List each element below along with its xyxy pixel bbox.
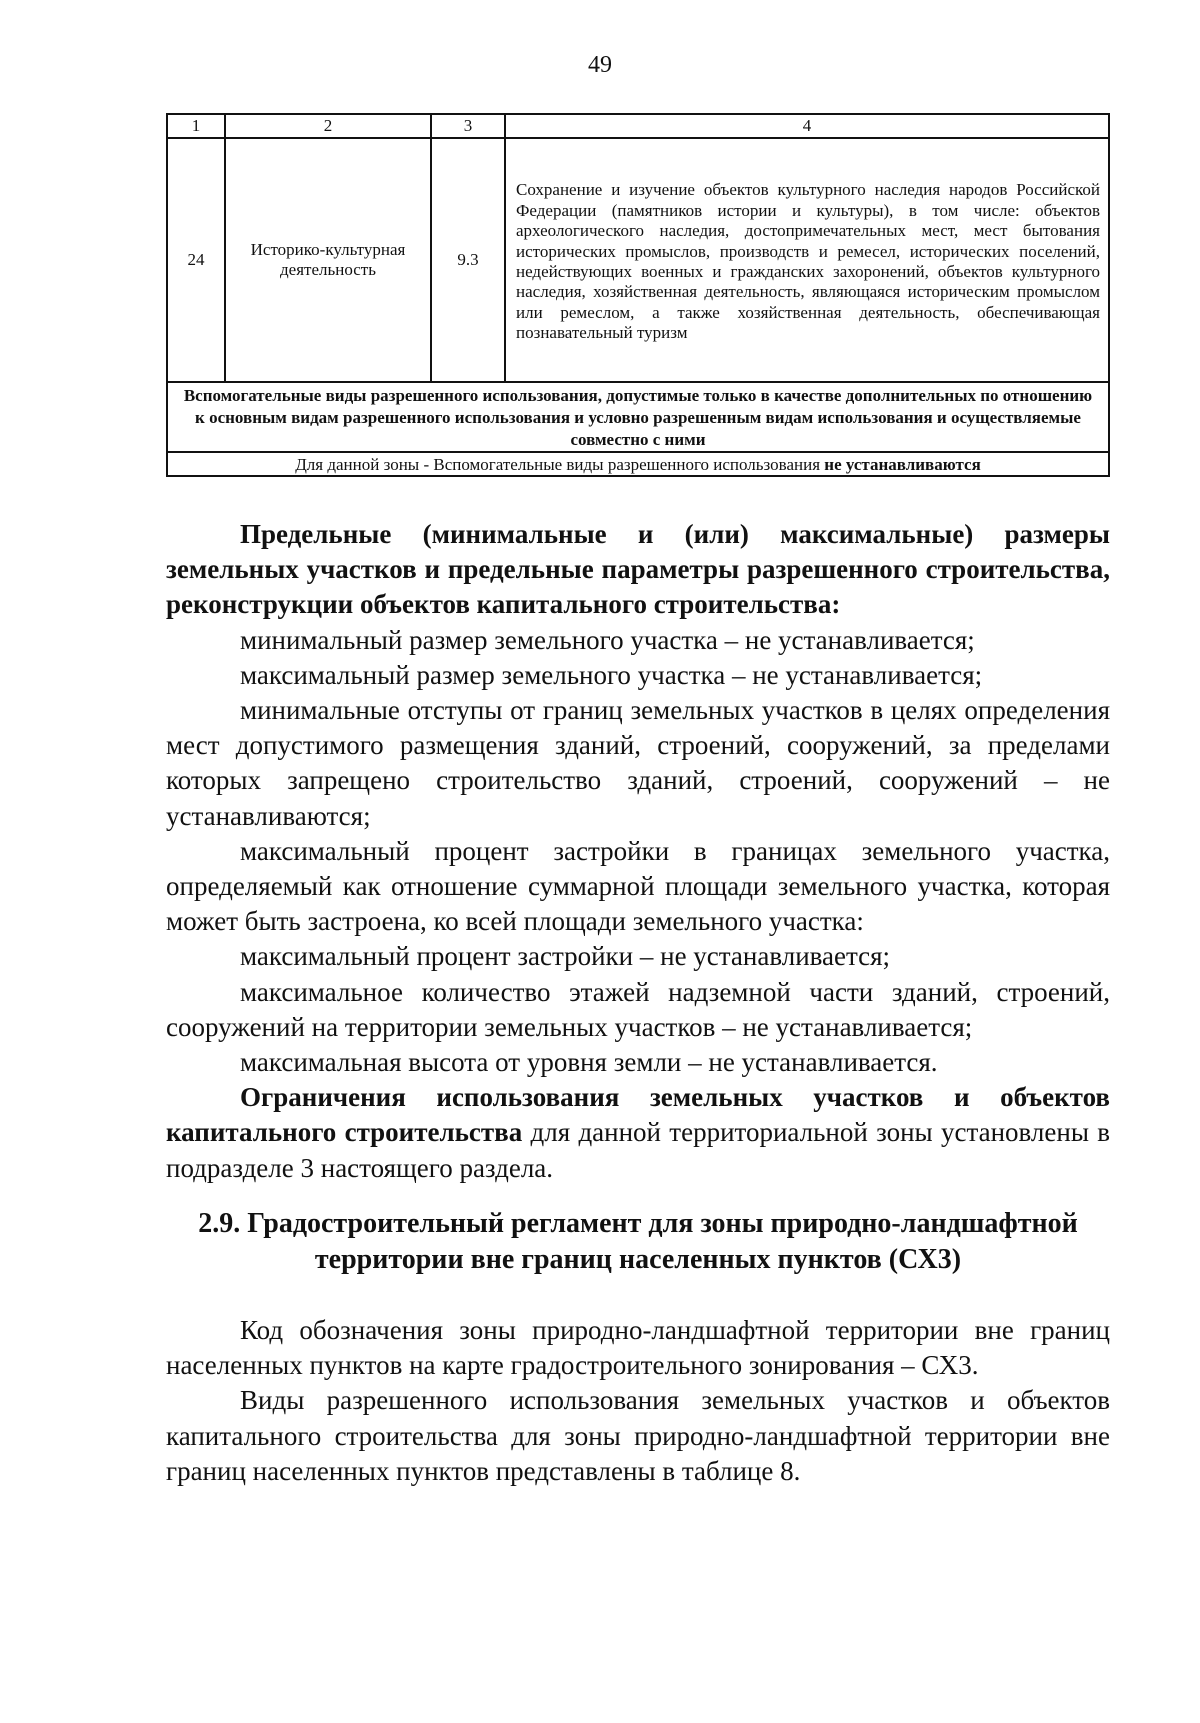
row-use-name: Историко-культурная деятельность xyxy=(225,138,431,382)
restrictions-bold: Ограничения использования земельных участков и объектов капитального строительства xyxy=(166,1082,1110,1148)
limit-item: максимальный процент застройки в границах земельного участка, определяемый как отношение суммарной площади земельного участка, которая может быть застроена, ко всей площади земельного участка: xyxy=(166,835,1110,937)
aux-note-prefix: Для данной зоны - Вспомогательные виды разрешенного использования xyxy=(295,454,825,474)
row-use-code: 9.3 xyxy=(431,138,505,382)
land-use-table xyxy=(166,113,1110,477)
aux-uses-note xyxy=(167,452,1109,476)
row-use-description: Сохранение и изучение объектов культурного наследия народов Российской Федерации (памятников истории и культуры), в том числе: объектов археологического наследия, достопримечательных мест, мест бытования исторических промыслов, производств и ремесел, исторических поселений, недействующих военных и гражданских захоронений, объектов культурного наследия, хозяйственная деятельность, являющаяся историческим промыслом или ремеслом, а также хозяйственная деятельность, обеспечивающая познавательный туризм xyxy=(505,138,1109,382)
header-col-2: 2 xyxy=(225,114,431,138)
limit-item: максимальный процент застройки – не устанавливается; xyxy=(240,941,891,972)
limit-item: максимальная высота от уровня земли – не устанавливается. xyxy=(240,1047,938,1078)
zone-code-paragraph: Код обозначения зоны природно-ландшафтной территории вне границ населенных пунктов на карте градостроительного зонирования – СХ3. xyxy=(166,1315,1110,1381)
aux-title-row xyxy=(167,382,1109,452)
table-header-row xyxy=(167,114,1109,138)
limits-block xyxy=(166,517,1110,1186)
table-row xyxy=(167,138,1109,382)
section-body xyxy=(166,1313,1110,1489)
limit-item: минимальный размер земельного участка – не устанавливается; xyxy=(240,624,975,655)
aux-note-row xyxy=(167,452,1109,476)
page-number: 49 xyxy=(588,52,612,78)
limit-item: максимальное количество этажей надземной части зданий, строений, сооружений на территории земельных участков – не устанавливается; xyxy=(166,976,1110,1042)
restrictions-text: для данной территориальной зоны установлены в подразделе 3 настоящего раздела. xyxy=(166,1117,1110,1183)
limit-item: максимальный размер земельного участка – не устанавливается; xyxy=(240,659,983,690)
aux-note-bold: не устанавливаются xyxy=(824,454,981,474)
limits-heading: Предельные (минимальные и (или) максимальные) размеры земельных участков и предельные параметры разрешенного строительства, реконструкции объектов капитального строительства: xyxy=(166,519,1110,620)
row-number: 24 xyxy=(167,138,225,382)
restrictions-paragraph xyxy=(166,1080,1110,1186)
header-col-4: 4 xyxy=(505,114,1109,138)
limit-item: минимальные отступы от границ земельных участков в целях определения мест допустимого размещения зданий, строений, сооружений, за пределами которых запрещено строительство зданий, строений, сооружений – не устанавливаются; xyxy=(166,695,1110,831)
header-col-1: 1 xyxy=(167,114,225,138)
header-col-3: 3 xyxy=(431,114,505,138)
zone-uses-paragraph: Виды разрешенного использования земельных участков и объектов капитального строительства для зоны природно-ландшафтной территории вне границ населенных пунктов представлены в таблице 8. xyxy=(166,1385,1110,1486)
section-title: 2.9. Градостроительный регламент для зоны природно-ландшафтной территории вне границ населенных пунктов (СХ3) xyxy=(198,1208,1078,1275)
aux-uses-title: Вспомогательные виды разрешенного использования, допустимые только в качестве дополнительных по отношению к основным видам разрешенного использования и условно разрешенным видам использования и осуществляемые совместно с ними xyxy=(167,382,1109,452)
